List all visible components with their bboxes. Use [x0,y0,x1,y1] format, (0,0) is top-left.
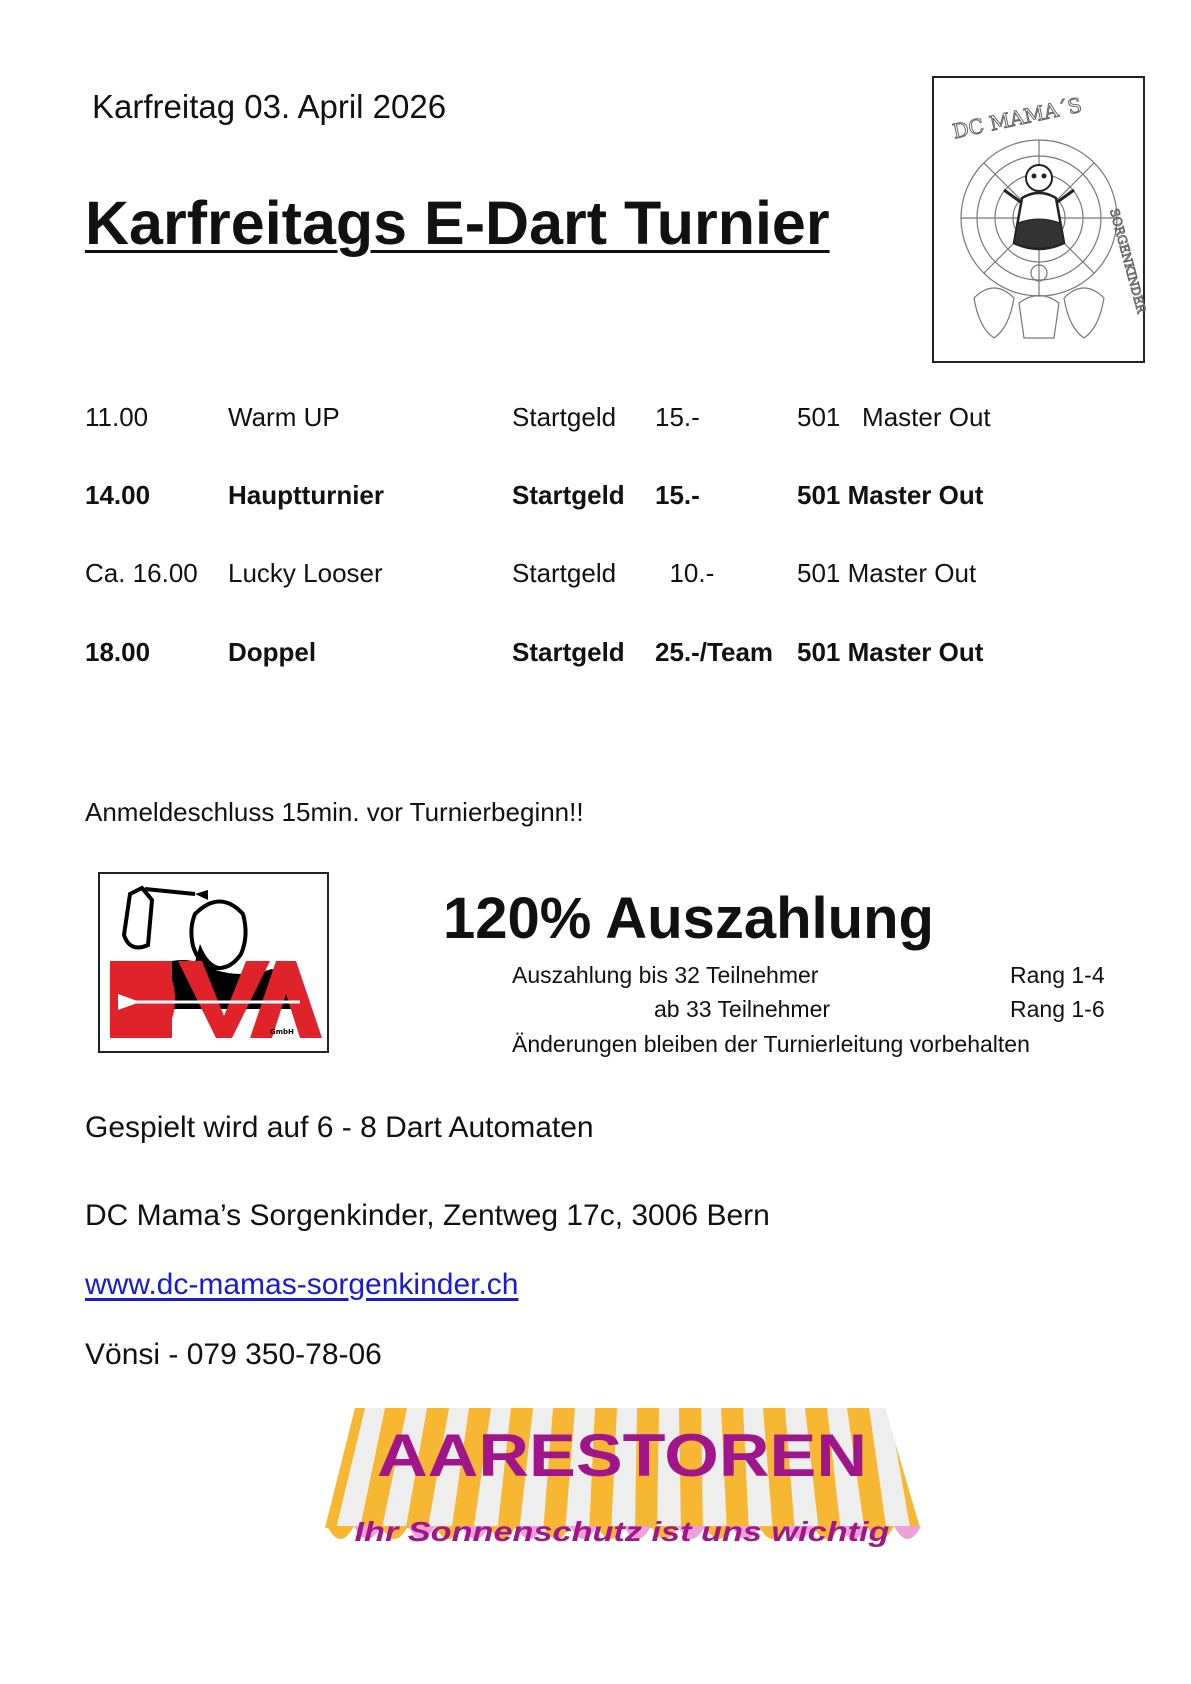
payout-line2-right: Rang 1-6 [1010,996,1105,1022]
payout-line1-right: Rang 1-4 [1010,962,1105,988]
schedule-name: Hauptturnier [228,480,384,510]
awning-scallop [894,1526,921,1539]
aarestoren-slogan: Ihr Sonnenschutz ist uns wichtig [354,1516,890,1547]
schedule-startgeld-label: Startgeld [512,480,625,510]
schedule-time: 18.00 [85,637,151,667]
club-logo [932,76,1149,363]
website-link[interactable]: www.dc-mamas-sorgenkinder.ch [85,1268,519,1301]
schedule-mode: 501 Master Out [797,402,991,432]
schedule-fee: 15.- [655,480,700,510]
awning-scallop [327,1526,354,1539]
schedule-name: Warm UP [228,402,340,432]
schedule-time: 14.00 [85,480,151,510]
svg-text:SORGENKINDER: SORGENKINDER [1107,207,1149,315]
schedule-startgeld-label: Startgeld [512,558,617,588]
schedule-mode: 501 Master Out [797,637,984,667]
schedule-startgeld-label: Startgeld [512,402,617,432]
address: DC Mama’s Sorgenkinder, Zentweg 17c, 3006 Bern [85,1199,770,1232]
payout-line2-left: ab 33 Teilnehmer [654,996,831,1022]
aarestoren-sponsor-logo [325,1408,920,1578]
schedule-fee: 15.- [655,402,700,432]
schedule-row [85,480,1085,520]
svg-text:GmbH: GmbH [270,1028,294,1036]
awning-logo-icon [325,1408,920,1578]
schedule-time: Ca. 16.00 [85,558,198,588]
schedule-time: 11.00 [85,402,149,432]
schedule-startgeld-label: Startgeld [512,637,625,667]
svg-text:DC MAMA´S: DC MAMA´S [950,92,1084,144]
schedule-row [85,558,1085,598]
dva-sponsor-logo [98,872,329,1053]
schedule-row [85,402,1085,442]
schedule-mode: 501 Master Out [797,480,984,510]
dc-mamas-sorgenkinder-logo-icon [934,78,1149,361]
schedule-name: Doppel [228,637,317,667]
date-line: Karfreitag 03. April 2026 [92,88,447,125]
aarestoren-name: AARESTOREN [377,1422,867,1489]
schedule-name: Lucky Looser [228,558,383,588]
payout-line1-left: Auszahlung bis 32 Teilnehmer [512,962,819,988]
schedule-mode: 501 Master Out [797,558,977,588]
schedule-row [85,637,1085,677]
machines-info: Gespielt wird auf 6 - 8 Dart Automaten [85,1111,594,1144]
registration-deadline: Anmeldeschluss 15min. vor Turnierbeginn!! [85,797,584,827]
schedule-fee: 10.- [655,558,715,588]
dva-logo-icon [100,874,327,1051]
page-title: Karfreitags E-Dart Turnier [85,189,830,257]
payout-note: Änderungen bleiben der Turnierleitung vorbehalten [512,1031,1030,1057]
schedule-fee: 25.-/Team [655,637,774,667]
payout-title: 120% Auszahlung [443,886,934,951]
contact: Vönsi - 079 350-78-06 [85,1338,382,1371]
